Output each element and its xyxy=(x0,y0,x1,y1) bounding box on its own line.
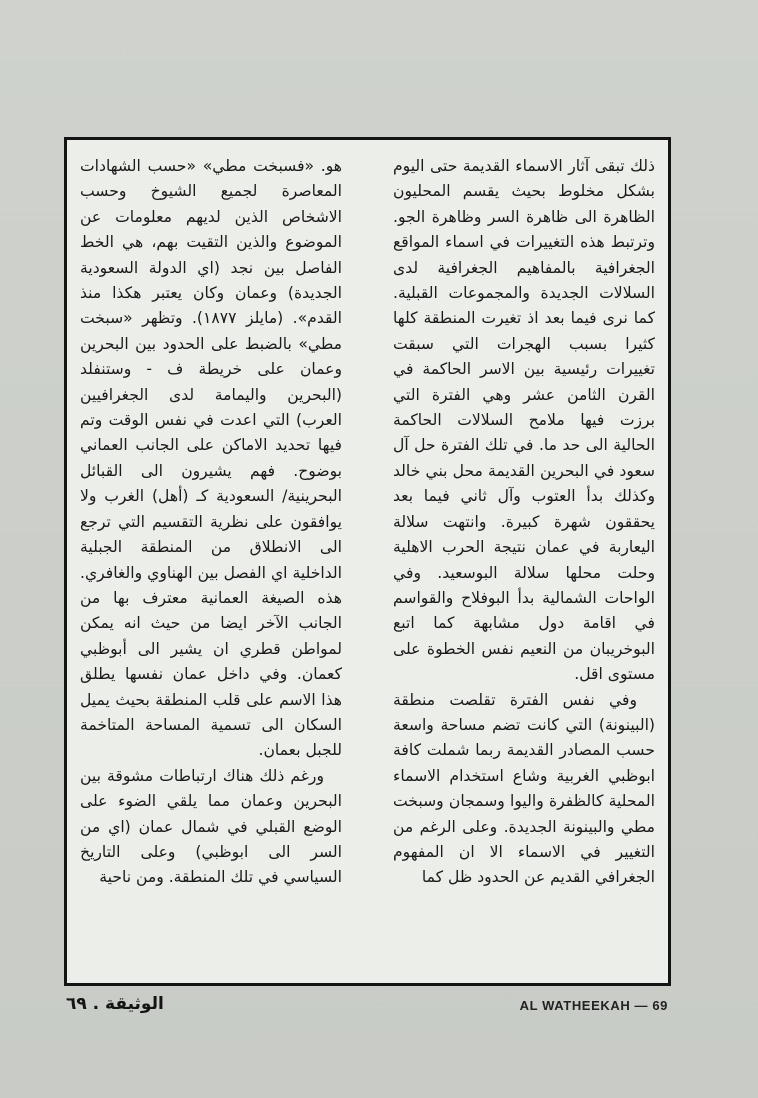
article-frame xyxy=(64,137,671,986)
paragraph-right-1: ذلك تبقى آثار الاسماء القديمة حتى اليوم بشكل مخلوط بحيث يقسم المحليون الظاهرة الى ظاهرة السر وظاهرة الجو. وترتبط هذه التغييرات في اسماء المواقع الجغرافية بالمفاهيم الجغرافية لدى السلالات الجديدة والمجموعات القبلية. كما نرى فيما بعد اذ تغيرت المنطقة كلها كثيرا بسبب الهجرات التي سبقت تغييرات رئيسية بين الاسر الحاكمة في القرن الثامن عشر وهي الفترة التي برزت فيها ملامح السلالات الحاكمة الحالية الى حد ما. في تلك الفترة حل آل سعود في البحرين القديمة محل بني خالد وكذلك بدأ العتوب وآل ثاني فيما بعد يحققون شهرة كبيرة. وانتهت سلالة اليعاربة في عمان نتيجة الحرب الاهلية وحلت محلها سلالة البوسعيد. وفي الواحات الشمالية بدأ البوفلاح والقواسم في اقامة دول مشابهة كما اتبع البوخريبان من النعيم نفس الخطوة على مستوى اقل. xyxy=(393,157,655,684)
left-column xyxy=(80,154,342,972)
footer-english-page-label: AL WATHEEKAH — 69 xyxy=(519,998,668,1013)
paragraph-left-1: هو. «فسبخت مطي» «حسب الشهادات المعاصرة لجميع الشيوخ وحسب الاشخاص الذين لديهم معلومات عن الموضوع والذين التقيت بهم، هي الخط الفاصل بين نجد (اي الدولة السعودية الجديدة) وعمان وكان يعتبر هكذا منذ القدم». (مايلز ١٨٧٧). وتظهر «سبخت مطي» بالضبط على الحدود بين البحرين وعمان على خريطة ف - وستنفلد (البحرين واليمامة لدى الجغرافيين العرب) التي اعدت في نفس الوقت وتم فيها تحديد الاماكن على الجانب العماني بوضوح. فهم يشيرون الى القبائل البحرينية/ السعودية كـ (أهل) الغرب ولا يوافقون على نظرية التقسيم التي ترجع الى الانطلاق من المنطقة الجبلية الداخلية اي الفصل بين الهناوي والغافري. هذه الصيغة العمانية معترف بها من الجانب الآخر ايضا من حيث انه يمكن لمواطن قطري ان يشير الى أبوظبي كعمان. وفي داخل عمان نفسها يطلق هذا الاسم على قلب المنطقة بحيث يميل السكان الى تسمية المساحة المتاخمة للجبل بعمان. xyxy=(80,157,342,760)
paragraph-right-2: وفي نفس الفترة تقلصت منطقة (البينونة) التي كانت تضم مساحة واسعة حسب المصادر القديمة ربما شملت كافة ابوظبي الغربية وشاع استخدام الاسماء المحلية كالظفرة واليوا وسمجان وسبخت مطي والبينونة الجديدة. وعلى الرغم من التغيير في الاسماء الا ان المفهوم الجغرافي القديم عن الحدود ظل كما xyxy=(393,690,655,887)
paragraph-left-2: ورغم ذلك هناك ارتباطات مشوقة بين البحرين وعمان مما يلقي الضوء على الوضع القبلي في شمال عمان (اي من السر الى ابوظبي) وعلى التاريخ السياسي في تلك المنطقة. ومن ناحية xyxy=(80,766,342,887)
footer-arabic-page-label: الوثيقة . ٦٩ xyxy=(66,994,164,1014)
right-column xyxy=(393,154,655,972)
